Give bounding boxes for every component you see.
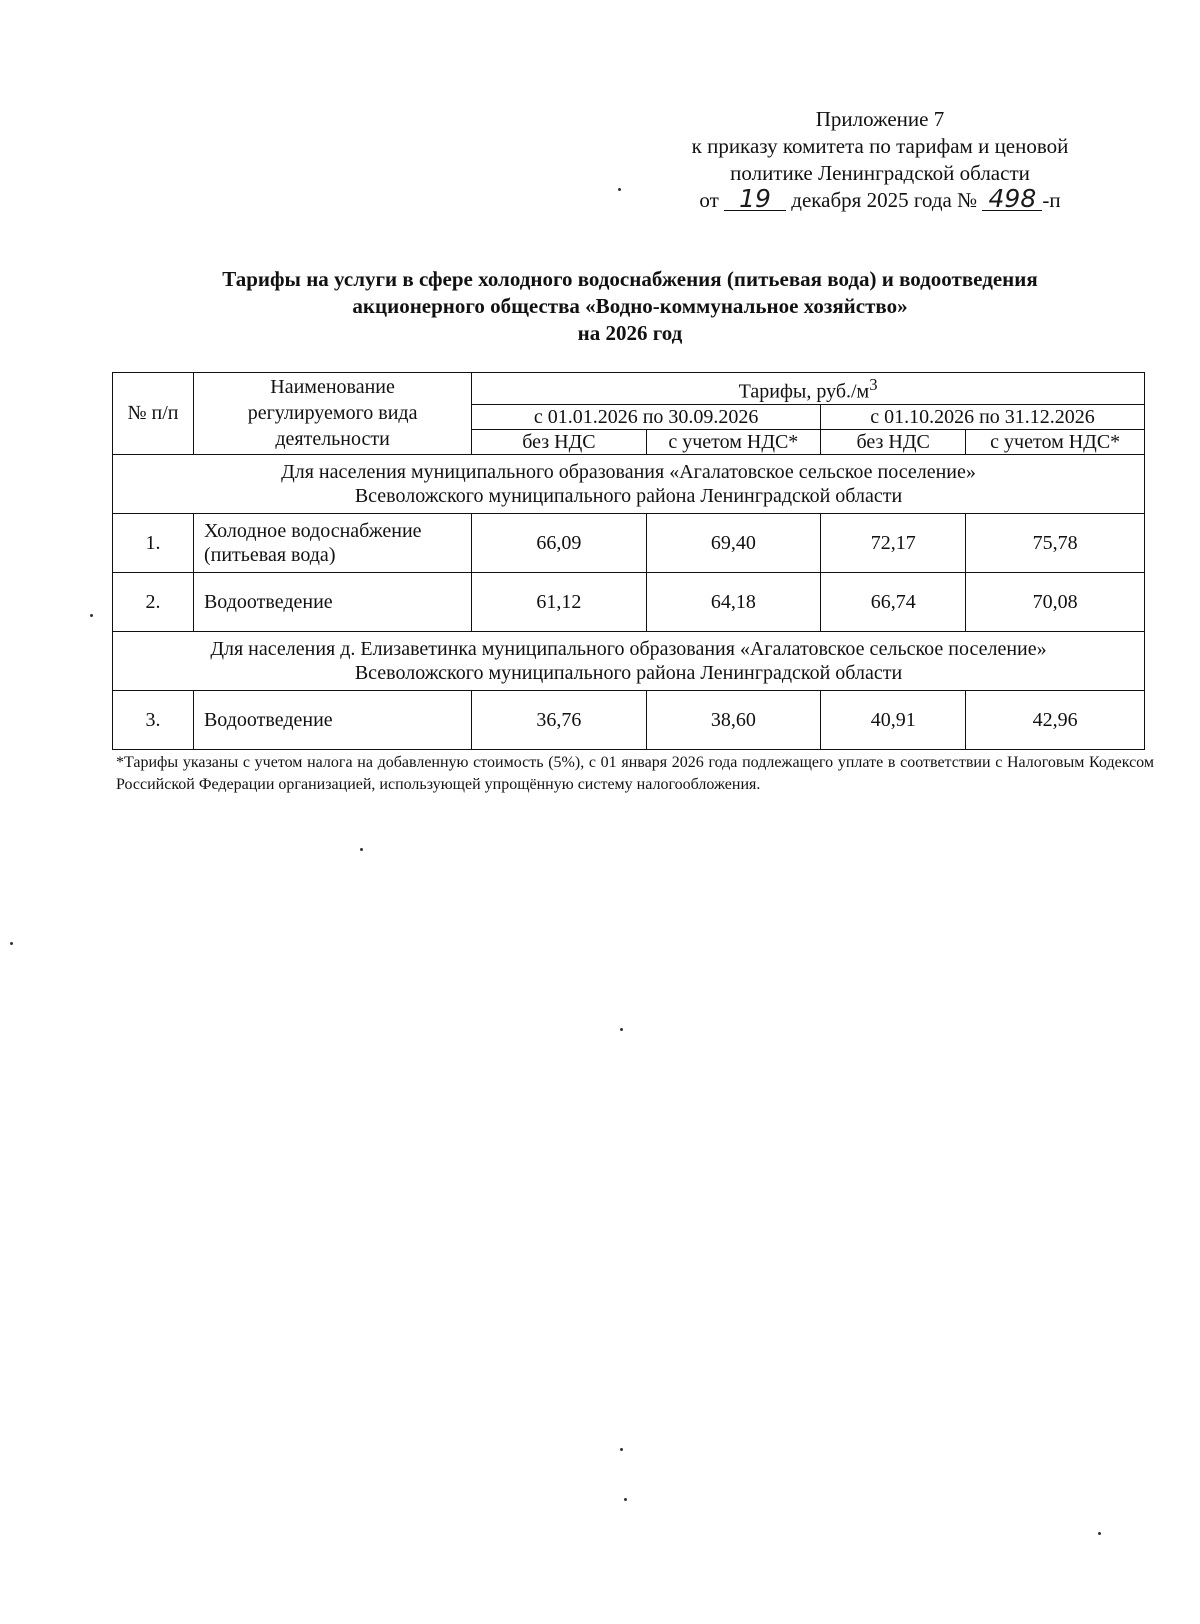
vat-footnote: *Тарифы указаны с учетом налога на добавленную стоимость (5%), с 01 января 2026 года подлежащего уплате в соответствии с Налоговым Кодексом Российской Федерации организацией, использующей упрощённую систему налогообложения. — [116, 754, 1154, 793]
appendix-header — [600, 106, 1160, 214]
header-tariffs-label: Тарифы, руб./м — [738, 380, 870, 403]
scan-speck — [360, 848, 363, 851]
row-value-p1-no-vat: 36,76 — [472, 690, 646, 749]
group-2-caption — [113, 631, 1145, 690]
header-p1-no-vat: без НДС — [472, 429, 646, 454]
scan-speck — [1098, 1532, 1101, 1535]
appendix-order-line: к приказу комитета по тарифам и ценовой — [691, 134, 1069, 158]
appendix-title: Приложение 7 — [815, 107, 945, 131]
row-number: 1. — [113, 513, 194, 572]
row-value-p2-with-vat: 42,96 — [966, 690, 1145, 749]
group-1-caption — [113, 454, 1145, 513]
scan-speck — [620, 1028, 623, 1031]
row-value-p1-no-vat: 61,12 — [472, 572, 646, 631]
row-service-name — [193, 513, 471, 572]
row-value-p1-with-vat: 64,18 — [646, 572, 820, 631]
scan-speck — [618, 188, 621, 191]
header-name-line-1: Наименование — [270, 376, 395, 399]
row-service-name-line-2: (питьевая вода) — [203, 543, 336, 566]
header-name-line-3: деятельности — [275, 428, 390, 451]
order-number-suffix: -п — [1042, 188, 1061, 212]
row-service-name: Водоотведение — [193, 690, 471, 749]
row-value-p2-with-vat: 70,08 — [966, 572, 1145, 631]
scan-speck — [624, 1498, 627, 1501]
table-row — [113, 572, 1145, 631]
tariff-table — [112, 372, 1145, 750]
header-period-1: с 01.01.2026 по 30.09.2026 — [472, 404, 821, 429]
row-service-name-line-1: Холодное водоснабжение — [203, 519, 422, 542]
date-prefix: от — [699, 188, 719, 212]
row-number: 3. — [113, 690, 194, 749]
scan-speck — [10, 942, 13, 945]
header-p2-with-vat: с учетом НДС* — [966, 429, 1145, 454]
title-line-3: на 2026 год — [577, 321, 683, 345]
handwritten-day: 19 — [724, 188, 786, 211]
row-number: 2. — [113, 572, 194, 631]
header-name-line-2: регулируемого вида — [247, 402, 418, 425]
handwritten-order-number: 498 — [982, 188, 1042, 211]
header-name-cell — [193, 373, 471, 455]
header-p1-with-vat: с учетом НДС* — [646, 429, 820, 454]
header-p2-no-vat: без НДС — [821, 429, 966, 454]
table-group-row — [113, 631, 1145, 690]
group-2-line-1: Для населения д. Елизаветинка муниципального образования «Агалатовское сельское поселение» — [210, 637, 1047, 660]
group-1-line-1: Для населения муниципального образования «Агалатовское сельское поселение» — [281, 460, 976, 483]
scan-speck — [90, 614, 93, 617]
row-value-p2-no-vat: 40,91 — [821, 690, 966, 749]
row-value-p2-with-vat: 75,78 — [966, 513, 1145, 572]
date-middle: декабря 2025 года № — [791, 188, 978, 212]
row-value-p2-no-vat: 72,17 — [821, 513, 966, 572]
appendix-date-line — [600, 184, 1160, 214]
header-period-2: с 01.10.2026 по 31.12.2026 — [821, 404, 1145, 429]
header-number-cell: № п/п — [113, 373, 194, 455]
row-value-p1-with-vat: 38,60 — [646, 690, 820, 749]
row-service-name: Водоотведение — [193, 572, 471, 631]
document-title — [120, 266, 1140, 347]
appendix-authority-line: политике Ленинградской области — [730, 161, 1030, 185]
scan-speck — [620, 1448, 623, 1451]
table-header-row — [113, 373, 1145, 405]
row-value-p1-no-vat: 66,09 — [472, 513, 646, 572]
table-group-row — [113, 454, 1145, 513]
group-1-line-2: Всеволожского муниципального района Ленинградской области — [354, 484, 903, 507]
table-row — [113, 690, 1145, 749]
title-line-2: акционерного общества «Водно-коммунальное хозяйство» — [352, 294, 908, 318]
table-row — [113, 513, 1145, 572]
group-2-line-2: Всеволожского муниципального района Ленинградской области — [354, 661, 903, 684]
title-line-1: Тарифы на услуги в сфере холодного водоснабжения (питьевая вода) и водоотведения — [222, 267, 1038, 291]
header-tariffs-cell — [472, 373, 1145, 405]
header-tariffs-sup: 3 — [869, 375, 878, 394]
row-value-p1-with-vat: 69,40 — [646, 513, 820, 572]
row-value-p2-no-vat: 66,74 — [821, 572, 966, 631]
